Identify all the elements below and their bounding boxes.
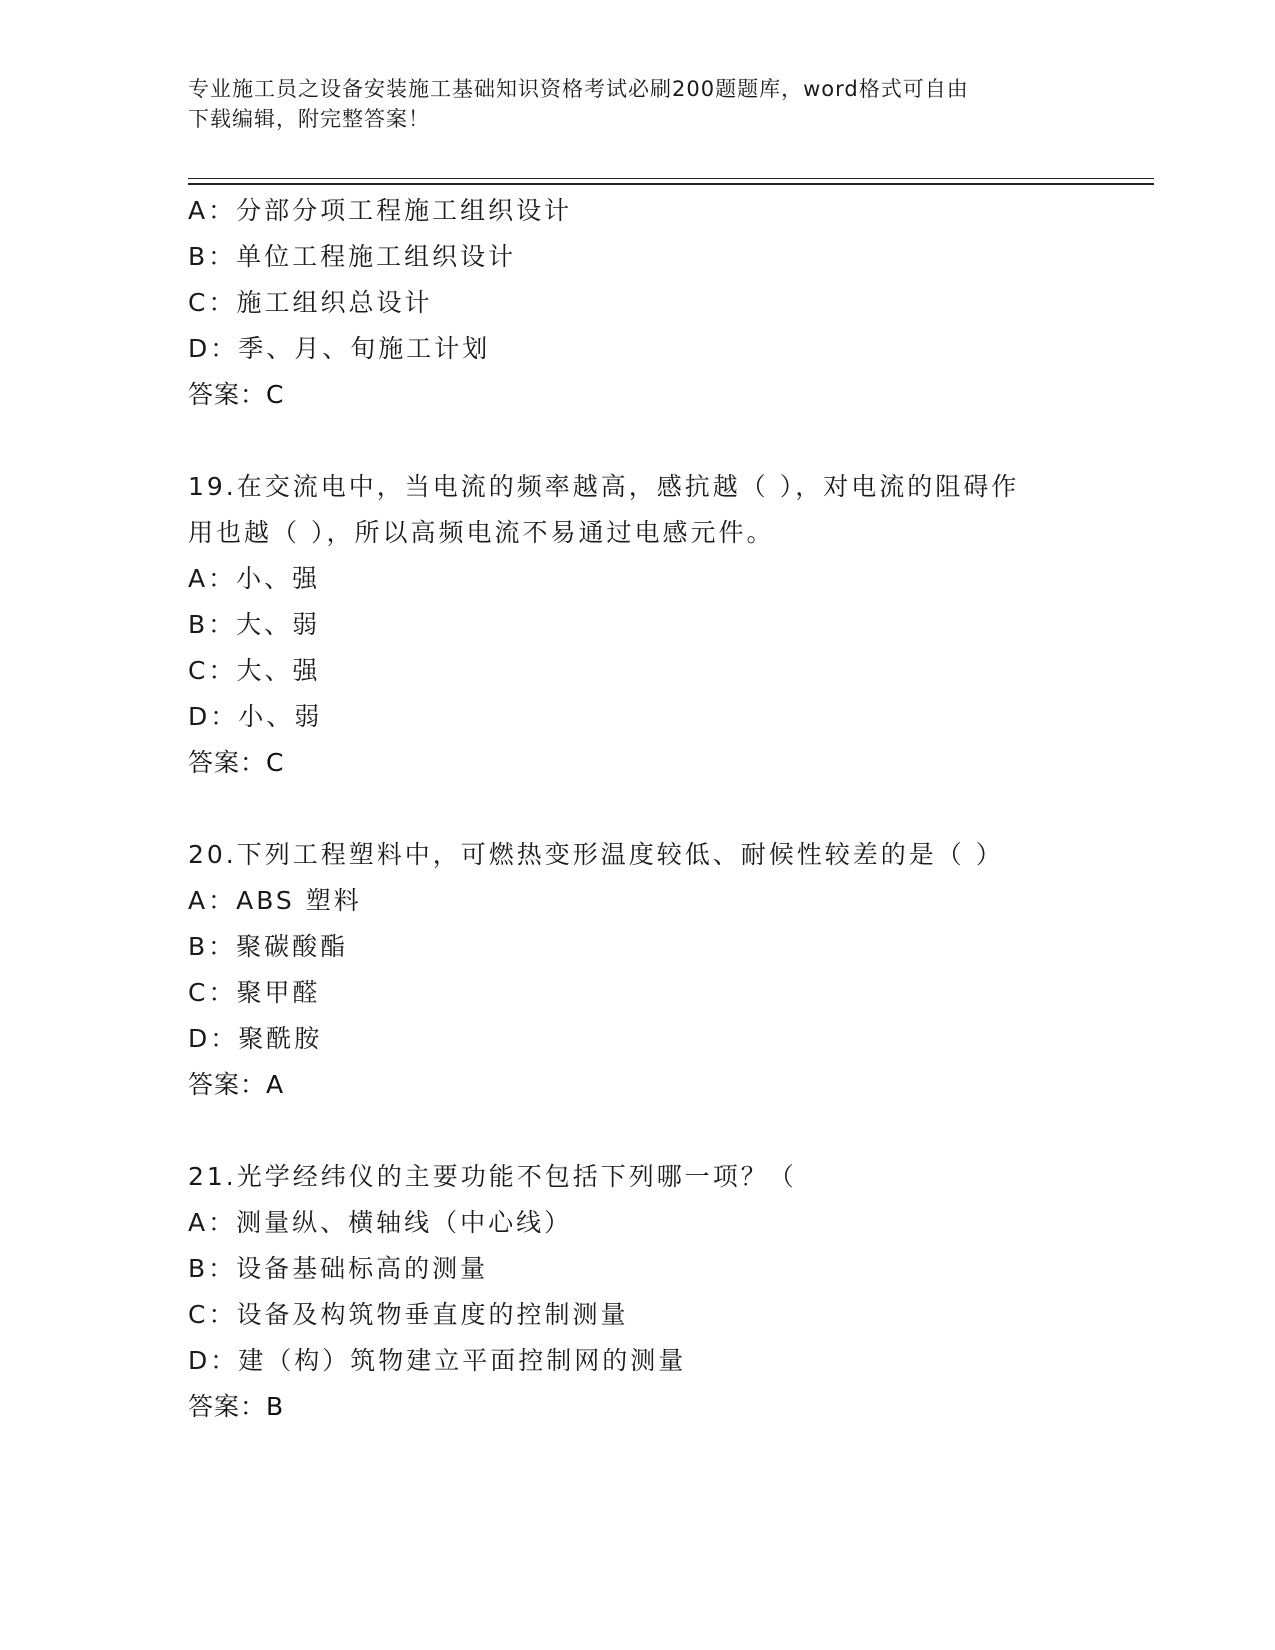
question-20	[188, 832, 1088, 1108]
spacer	[188, 418, 1088, 464]
option-d: D：小、弱	[188, 702, 323, 731]
answer-line: 答案：C	[188, 380, 285, 409]
option-b: B：设备基础标高的测量	[188, 1254, 489, 1283]
option-b: B：单位工程施工组织设计	[188, 242, 517, 271]
option-b: B：聚碳酸酯	[188, 932, 349, 961]
question-list	[188, 188, 1088, 1430]
option-d: D：季、月、旬施工计划	[188, 334, 491, 363]
question-19	[188, 464, 1088, 786]
question-text: 21.光学经纬仪的主要功能不包括下列哪一项？（	[188, 1162, 797, 1191]
answer-line: 答案：A	[188, 1070, 285, 1099]
option-b: B：大、弱	[188, 610, 321, 639]
spacer	[188, 1108, 1088, 1154]
spacer	[188, 786, 1088, 832]
question-21	[188, 1154, 1088, 1430]
header-divider-thick	[188, 183, 1154, 185]
option-d: D：建（构）筑物建立平面控制网的测量	[188, 1346, 687, 1375]
document-header	[188, 74, 1088, 134]
option-c: C：大、强	[188, 656, 321, 685]
question-18	[188, 188, 1088, 418]
option-a: A：测量纵、横轴线（中心线）	[188, 1208, 573, 1237]
option-a: A：ABS 塑料	[188, 886, 362, 915]
answer-line: 答案：C	[188, 748, 285, 777]
header-line-2: 下载编辑，附完整答案！	[188, 107, 430, 131]
header-divider-thin	[188, 178, 1154, 179]
header-line-1: 专业施工员之设备安装施工基础知识资格考试必刷200题题库，word格式可自由	[188, 77, 969, 101]
option-a: A：小、强	[188, 564, 321, 593]
option-d: D：聚酰胺	[188, 1024, 323, 1053]
option-c: C：设备及构筑物垂直度的控制测量	[188, 1300, 629, 1329]
question-text-line-2: 用也越（ ），所以高频电流不易通过电感元件。	[188, 518, 775, 547]
question-text-line-1: 19.在交流电中，当电流的频率越高，感抗越（ ），对电流的阻碍作	[188, 472, 1020, 501]
option-c: C：施工组织总设计	[188, 288, 433, 317]
question-text: 20.下列工程塑料中，可燃热变形温度较低、耐候性较差的是（ ）	[188, 840, 1004, 869]
option-c: C：聚甲醛	[188, 978, 321, 1007]
answer-line: 答案：B	[188, 1392, 285, 1421]
option-a: A：分部分项工程施工组织设计	[188, 196, 573, 225]
